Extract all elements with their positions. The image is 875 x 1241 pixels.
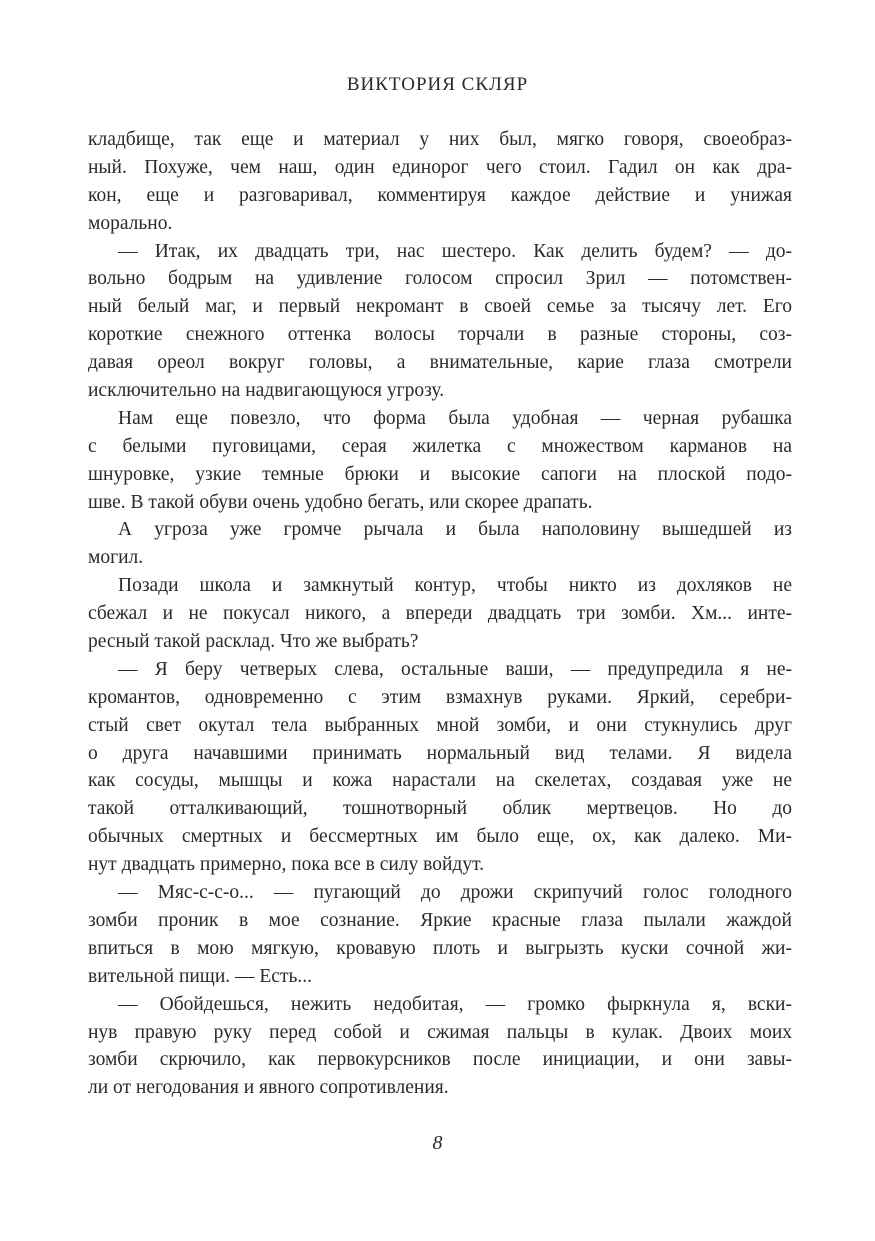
running-header-author: ВИКТОРИЯ СКЛЯР [346,74,529,95]
text-line: шнуровке, узкие темные брюки и высокие сапоги на плоской подо- [88,463,792,485]
text-line: кон, еще и разговаривал, комментируя каждое действие и унижая [88,184,792,206]
text-line: морально. [88,212,173,234]
text-line: кромантов, одновременно с этим взмахнув руками. Яркий, серебри- [88,686,792,708]
text-line: Позади школа и замкнутый контур, чтобы никто из дохляков не [118,575,792,597]
text-line: ресный такой расклад. Что же выбрать? [88,631,419,653]
text-line: такой отталкивающий, тошнотворный облик мертвецов. Но до [88,798,792,820]
text-line: короткие снежного оттенка волосы торчали в разные стороны, соз- [88,324,792,346]
text-line: А угроза уже громче рычала и была наполовину вышедшей из [118,519,792,541]
text-line: — Итак, их двадцать три, нас шестеро. Как делить будем? — до- [118,240,792,262]
text-line: вительной пищи. — Есть... [88,965,312,987]
text-line: — Обойдешься, нежить недобитая, — громко фыркнула я, вски- [118,993,792,1015]
paragraph [88,572,792,656]
text-line: Нам еще повезло, что форма была удобная — черная рубашка [118,407,792,429]
paragraph [88,879,792,991]
text-line: зомби проник в мое сознание. Яркие красные глаза пылали жаждой [88,909,792,931]
paragraph [88,405,792,517]
text-line: сбежал и не покусал никого, а впереди двадцать три зомби. Хм... инте- [88,603,792,625]
paragraph [88,516,792,572]
text-line: — Мяс-с-с-о... — пугающий до дрожи скрипучий голос голодного [118,882,792,904]
text-line: нув правую руку перед собой и сжимая пальцы в кулак. Двоих моих [88,1021,792,1043]
text-line: о друга начавшими принимать нормальный вид телами. Я видела [88,742,792,764]
text-line: стый свет окутал тела выбранных мной зомби, и они стукнулись друг [88,714,792,736]
text-line: — Я беру четверых слева, остальные ваши, — предупредила я не- [118,658,792,680]
text-line: могил. [88,547,144,569]
paragraph [88,238,792,405]
text-line: обычных смертных и бессмертных им было еще, ох, как далеко. Ми- [88,826,792,848]
paragraph [88,991,792,1103]
text-line: с белыми пуговицами, серая жилетка с множеством карманов на [88,435,792,457]
text-line: ный. Похуже, чем наш, один единорог чего стоил. Гадил он как дра- [88,156,792,178]
text-line: кладбище, так еще и материал у них был, мягко говоря, своеобраз- [88,129,792,150]
text-line: нут двадцать примерно, пока все в силу войдут. [88,854,485,876]
text-line: как сосуды, мышцы и кожа нарастали на скелетах, создавая уже не [88,770,792,792]
text-line: ли от негодования и явного сопротивления. [88,1077,449,1099]
text-line: давая ореол вокруг головы, а внимательные, карие глаза смотрели [88,352,792,374]
text-line: исключительно на надвигающуюся угрозу. [88,380,445,402]
text-line: впиться в мою мягкую, кровавую плоть и выгрызть куски сочной жи- [88,937,792,959]
page-number: 8 [432,1132,443,1154]
text-line: ный белый маг, и первый некромант в своей семье за тысячу лет. Его [88,296,792,318]
page-body-text [88,126,792,1102]
text-line: вольно бодрым на удивление голосом спросил Зрил — потомствен- [88,268,792,290]
text-line: зомби скрючило, как первокурсников после инициации, и они завы- [88,1049,792,1071]
paragraph [88,656,792,879]
text-line: шве. В такой обуви очень удобно бегать, или скорее драпать. [88,491,593,513]
paragraph [88,126,792,238]
